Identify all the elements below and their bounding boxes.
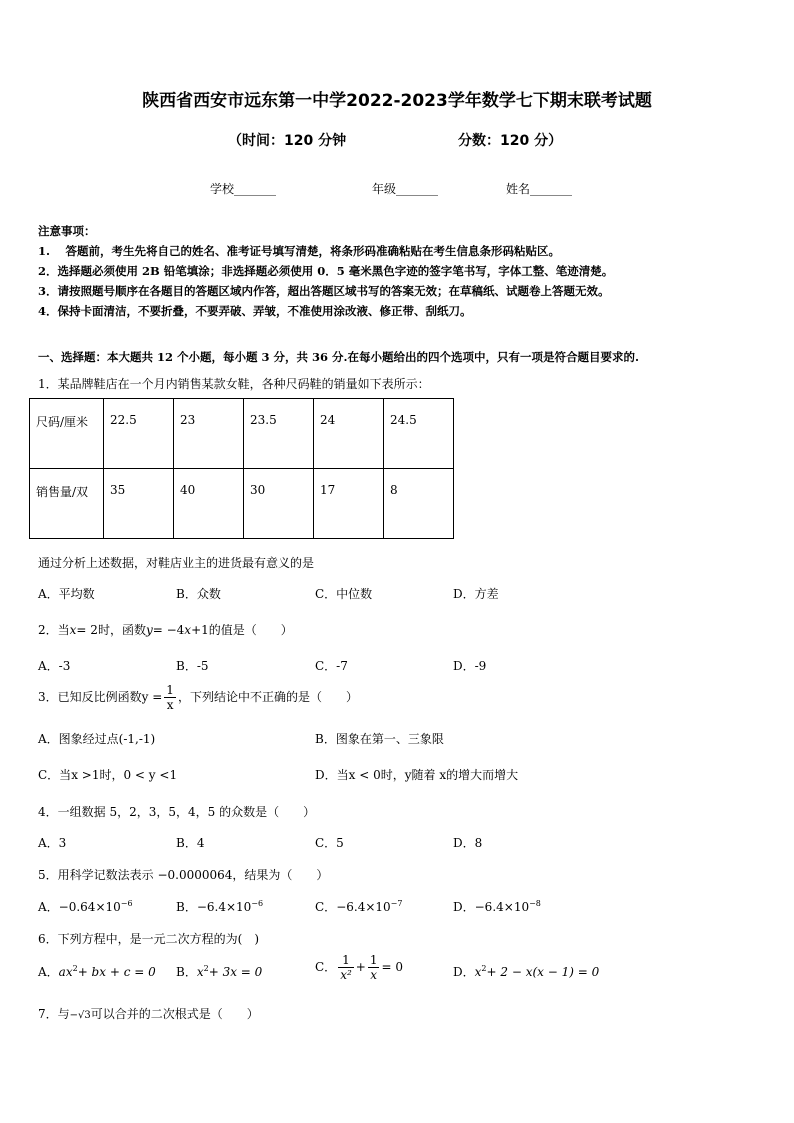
option-c[interactable]: C．5 [315, 836, 344, 850]
question-6-stem: 6．下列方程中，是一元二次方程的为( ) [38, 932, 259, 946]
option-a[interactable]: A．-3 [38, 659, 71, 673]
option-c[interactable]: C．中位数 [315, 587, 373, 601]
option-label: D． [453, 965, 475, 979]
option-d[interactable]: D．-9 [453, 659, 487, 673]
fraction [368, 953, 380, 982]
notes-section [38, 221, 613, 321]
exponent: 2 [203, 964, 209, 973]
option-d[interactable] [453, 898, 541, 915]
option-c[interactable]: C．-7 [315, 659, 348, 673]
option-text: C．当 [38, 768, 72, 782]
question-1-stem: 1．某品牌鞋店在一个月内销售某款女鞋，各种尺码鞋的销量如下表所示： [38, 377, 430, 391]
var-x: x [184, 623, 192, 637]
option-d[interactable] [315, 766, 518, 783]
note-item: 4．保持卡面清洁，不要折叠，不要弄破、弄皱，不准使用涂改液、修正带、刮纸刀。 [38, 304, 472, 318]
q2-eq: = 2 [76, 623, 98, 637]
option-c[interactable] [315, 898, 402, 915]
option-math: = 0 [381, 960, 403, 974]
option-math: x [474, 965, 482, 979]
option-math: x < 0 [348, 768, 381, 782]
numerator: 1 [338, 953, 354, 968]
option-text: 时， [99, 768, 124, 782]
option-label: B． [176, 900, 197, 914]
table-cell: 40 [174, 469, 244, 539]
option-c[interactable] [315, 953, 403, 982]
exponent: 2 [72, 964, 78, 973]
option-text: 时，y随着 x的增大而增大 [380, 768, 519, 782]
shoe-sales-table [29, 398, 454, 539]
option-b[interactable]: B．众数 [176, 587, 221, 601]
numerator: 1 [369, 953, 378, 967]
var-y: y [145, 623, 153, 637]
q2-text: 2．当 [38, 623, 70, 637]
option-b[interactable]: B．4 [176, 836, 205, 850]
table-cell: 30 [244, 469, 314, 539]
denominator: x [166, 698, 174, 712]
fraction [164, 683, 176, 712]
q2-fn: +1 [191, 623, 209, 637]
option-label: A． [38, 900, 59, 914]
table-cell: 35 [104, 469, 174, 539]
question-4-stem: 4．一组数据 5，2，3，5，4，5 的众数是（ ） [38, 805, 316, 819]
option-b[interactable] [176, 898, 263, 915]
table-cell: 8 [384, 469, 454, 539]
option-a[interactable]: A．平均数 [38, 587, 95, 601]
option-math: −6.4×10 [196, 900, 252, 914]
table-row [30, 469, 454, 539]
section-heading: 一、选择题：本大题共 12 个小题，每小题 3 分，共 36 分.在每小题给出的四个选项中，只有一项是符合题目要求的. [38, 350, 640, 364]
table-row [30, 399, 454, 469]
option-math: −0.64×10 [58, 900, 121, 914]
name-field: 姓名_______ [506, 182, 573, 196]
option-math: 0 < y <1 [123, 768, 178, 782]
exam-time: （时间：120 分钟 [228, 133, 347, 149]
q2-fn: = −4 [152, 623, 185, 637]
q3-text: ，下列结论中不正确的是（ ） [177, 690, 358, 704]
option-d[interactable]: D．方差 [453, 587, 499, 601]
var-x: x [69, 623, 77, 637]
table-cell: 17 [314, 469, 384, 539]
exponent: −8 [529, 899, 541, 908]
option-label: C． [315, 960, 337, 974]
question-1-follow: 通过分析上述数据，对鞋店业主的进货最有意义的是 [38, 556, 315, 570]
exponent: 2 [481, 964, 487, 973]
option-a[interactable]: A．3 [38, 836, 67, 850]
option-d[interactable] [453, 963, 599, 980]
table-cell: 24 [314, 399, 384, 469]
option-b[interactable]: B．图象在第一、三象限 [315, 732, 444, 746]
q2-text: 时，函数 [97, 623, 146, 637]
exponent: −7 [390, 899, 403, 908]
option-a[interactable] [38, 963, 156, 980]
option-math: −6.4×10 [474, 900, 530, 914]
question-5-stem: 5．用科学记数法表示 −0.0000064，结果为（ ） [38, 868, 329, 882]
radical: −√3 [69, 1010, 91, 1021]
option-label: C． [315, 900, 337, 914]
denominator: x² [340, 968, 352, 982]
exam-score: 分数：120 分） [458, 133, 563, 149]
table-cell: 尺码/厘米 [30, 399, 104, 469]
note-item: 3．请按照题号顺序在各题目的答题区域内作答，超出答题区域书写的答案无效；在草稿纸、试题卷上答题无效。 [38, 284, 610, 298]
option-b[interactable] [176, 963, 262, 980]
note-item: 2．选择题必须使用 2B 铅笔填涂；非选择题必须使用 0．5 毫米黑色字迹的签字笔书写，字体工整、笔迹清楚。 [38, 264, 614, 278]
q2-text: 的值是（ ） [208, 623, 293, 637]
option-label: A． [38, 965, 59, 979]
page-title: 陕西省西安市远东第一中学2022-2023学年数学七下期末联考试题 [142, 91, 652, 111]
table-cell: 22.5 [104, 399, 174, 469]
denominator: x [370, 968, 378, 982]
fraction [338, 953, 354, 982]
numerator: 1 [166, 683, 174, 697]
option-a[interactable]: A．图象经过点(-1,-1) [38, 732, 156, 746]
option-math: + 2 − x(x − 1) = 0 [486, 965, 600, 979]
option-c[interactable] [38, 766, 177, 783]
option-math: −6.4×10 [336, 900, 391, 914]
option-b[interactable]: B．-5 [176, 659, 209, 673]
question-3-stem [38, 683, 358, 712]
table-cell: 23.5 [244, 399, 314, 469]
table-cell: 24.5 [384, 399, 454, 469]
question-2-stem [38, 621, 293, 638]
note-item: 1. 答题前，考生先将自己的姓名、准考证号填写清楚，将条形码准确粘贴在考生信息条形码粘贴区。 [38, 244, 561, 258]
option-d[interactable]: D．8 [453, 836, 483, 850]
option-a[interactable] [38, 898, 133, 915]
exponent: −6 [120, 899, 133, 908]
q3-text: 3．已知反比例函数 [38, 690, 142, 704]
table-cell: 23 [174, 399, 244, 469]
q7-text: 可以合并的二次根式是（ ） [90, 1007, 259, 1021]
question-7-stem [38, 1005, 259, 1022]
option-label: B． [176, 965, 197, 979]
q3-y: y = [141, 690, 163, 704]
option-math: x >1 [71, 768, 100, 782]
option-math: ax [58, 965, 73, 979]
table-cell: 销售量/双 [30, 469, 104, 539]
notes-title: 注意事项： [38, 224, 96, 238]
exponent: −6 [251, 899, 264, 908]
option-math: + bx + c = 0 [77, 965, 156, 979]
option-math: + 3x = 0 [208, 965, 263, 979]
option-math: x [196, 965, 204, 979]
plus: + [355, 960, 366, 974]
school-field: 学校_______ [210, 182, 277, 196]
grade-field: 年级_______ [372, 182, 439, 196]
q7-text: 7．与 [38, 1007, 70, 1021]
option-text: D．当 [315, 768, 349, 782]
option-label: D． [453, 900, 475, 914]
